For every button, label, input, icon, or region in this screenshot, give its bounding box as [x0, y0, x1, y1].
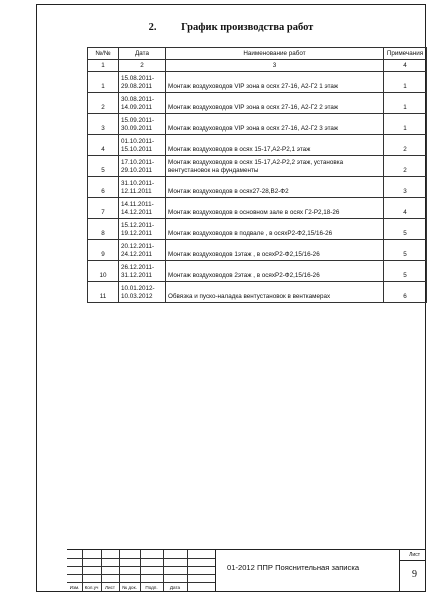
- document-sheet: [6, 4, 426, 592]
- table-row: [88, 177, 427, 198]
- row-work: Монтаж воздуховодов VIP зона в осях 27-16, А2-Г2 3 этаж: [166, 114, 384, 135]
- row-note: 4: [384, 198, 427, 219]
- header-num: №/№: [88, 48, 119, 60]
- row-date: 17.10.2011-29.10.2011: [119, 156, 166, 177]
- table-row: [88, 135, 427, 156]
- index-cell: 4: [384, 60, 427, 72]
- row-number: 9: [88, 240, 119, 261]
- row-note: 2: [384, 156, 427, 177]
- table-row: [88, 282, 427, 303]
- index-cell: 2: [119, 60, 166, 72]
- row-note: 1: [384, 72, 427, 93]
- stamp-col-list: Лист: [105, 585, 115, 590]
- row-number: 8: [88, 219, 119, 240]
- table-row: [88, 114, 427, 135]
- row-date: 31.10.2011-12.11.2011: [119, 177, 166, 198]
- schedule-table: [87, 47, 427, 303]
- row-number: 1: [88, 72, 119, 93]
- table-row: [88, 219, 427, 240]
- row-number: 11: [88, 282, 119, 303]
- row-note: 5: [384, 240, 427, 261]
- index-cell: 1: [88, 60, 119, 72]
- table-row: [88, 198, 427, 219]
- stamp-col-izm: Изм.: [69, 585, 80, 590]
- row-number: 4: [88, 135, 119, 156]
- row-note: 5: [384, 219, 427, 240]
- stamp-col-podp: Подп.: [145, 585, 158, 590]
- revision-grid: [67, 550, 215, 591]
- index-cell: 3: [166, 60, 384, 72]
- row-work: Монтаж воздуховодов в осях27-28,В2-Ф2: [166, 177, 384, 198]
- column-index-row: [88, 60, 427, 72]
- row-note: 3: [384, 177, 427, 198]
- title-block: [67, 549, 425, 591]
- section-number: 2.: [148, 22, 157, 33]
- row-note: 6: [384, 282, 427, 303]
- stamp-col-date: Дата: [169, 585, 181, 590]
- row-number: 7: [88, 198, 119, 219]
- header-date: Дата: [119, 48, 166, 60]
- row-date: 15.09.2011-30.09.2011: [119, 114, 166, 135]
- row-date: 01.10.2011-15.10.2011: [119, 135, 166, 156]
- table-row: [88, 72, 427, 93]
- row-work: Монтаж воздуховодов VIP зона в осях 27-16, А2-Г2 1 этаж: [166, 72, 384, 93]
- row-work: Монтаж воздуховодов 2этаж , в осяхР2-Ф2,15/16-26: [166, 261, 384, 282]
- row-work: Монтаж воздуховодов 1этаж , в осяхР2-Ф2,15/16-26: [166, 240, 384, 261]
- stamp-col-kol: Кол.уч: [84, 585, 99, 590]
- table-row: [88, 240, 427, 261]
- row-note: 5: [384, 261, 427, 282]
- row-date: 15.08.2011-29.08.2011: [119, 72, 166, 93]
- sheet-number: 9: [412, 569, 417, 580]
- section-heading: [37, 22, 425, 33]
- row-work: Монтаж воздуховодов в осях 15-17,А2-Р2,2 этаж, установка вентустановок на фундаменты: [166, 156, 384, 177]
- row-date: 26.12.2011-31.12.2011: [119, 261, 166, 282]
- row-work: Монтаж воздуховодов в основном зале в осях Г2-Р2,18-26: [166, 198, 384, 219]
- row-number: 2: [88, 93, 119, 114]
- table-header-row: [88, 48, 427, 60]
- row-number: 5: [88, 156, 119, 177]
- table-row: [88, 156, 427, 177]
- row-date: 14.11.2011-14.12.2011: [119, 198, 166, 219]
- document-title: 01-2012 ППР Пояснительная записка: [227, 563, 360, 572]
- stamp-col-doc: № док.: [122, 585, 137, 590]
- header-note: Примечания: [384, 48, 427, 60]
- header-work: Наименование работ: [166, 48, 384, 60]
- table-row: [88, 261, 427, 282]
- row-number: 3: [88, 114, 119, 135]
- row-work: Монтаж воздуховодов в подвале , в осяхР2-Ф2,15/16-26: [166, 219, 384, 240]
- row-note: 2: [384, 135, 427, 156]
- section-title: График производства работ: [181, 22, 314, 33]
- row-note: 1: [384, 93, 427, 114]
- row-number: 10: [88, 261, 119, 282]
- row-work: Монтаж воздуховодов в осях 15-17,А2-Р2,1 этаж: [166, 135, 384, 156]
- row-date: 10.01.2012-10.03.2012: [119, 282, 166, 303]
- row-date: 15.12.2011-19.12.2011: [119, 219, 166, 240]
- row-note: 1: [384, 114, 427, 135]
- row-date: 30.08.2011-14.09.2011: [119, 93, 166, 114]
- row-work: Обвязка и пуско-наладка вентустановок в венткамерах: [166, 282, 384, 303]
- page-frame: [36, 4, 426, 592]
- table-row: [88, 93, 427, 114]
- row-date: 20.12.2011-24.12.2011: [119, 240, 166, 261]
- sheet-label: Лист: [409, 552, 420, 558]
- row-number: 6: [88, 177, 119, 198]
- row-work: Монтаж воздуховодов VIP зона в осях 27-16, А2-Г2 2 этаж: [166, 93, 384, 114]
